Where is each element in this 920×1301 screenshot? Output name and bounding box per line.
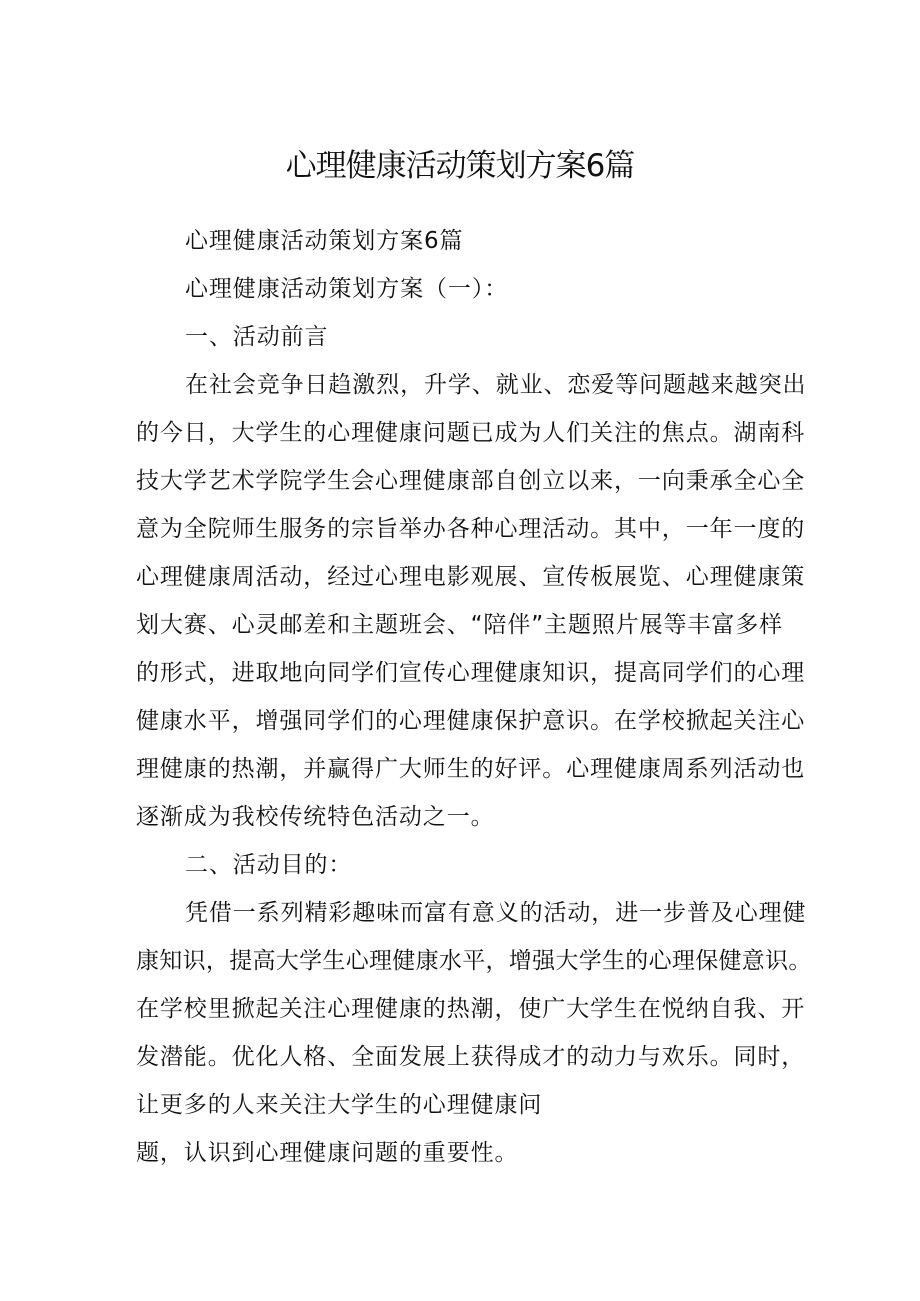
paragraph-line: 理健康的热潮，并赢得广大师生的好评。心理健康周系列活动也 xyxy=(136,756,806,782)
paragraph-line: 心理健康周活动，经过心理电影观展、宣传板展览、心理健康策 xyxy=(136,564,806,590)
subtitle-line: 心理健康活动策划方案6篇 xyxy=(185,228,464,254)
paragraph-line: 逐渐成为我校传统特色活动之一。 xyxy=(136,804,495,830)
section-heading: 二、活动目的： xyxy=(185,852,353,878)
paragraph-line: 健康水平，增强同学们的心理健康保护意识。在学校掀起关注心 xyxy=(136,708,806,734)
paragraph-line: 在学校里掀起关注心理健康的热潮，使广大学生在悦纳自我、开 xyxy=(136,996,806,1022)
document-title: 心理健康活动策划方案6篇 xyxy=(285,148,635,184)
paragraph-line: 题，认识到心理健康问题的重要性。 xyxy=(136,1140,519,1166)
paragraph-line: 让更多的人来关注大学生的心理健康问 xyxy=(136,1092,543,1118)
paragraph-line: 的今日，大学生的心理健康问题已成为人们关注的焦点。湖南科 xyxy=(136,420,806,446)
paragraph-line: 技大学艺术学院学生会心理健康部自创立以来，一向秉承全心全 xyxy=(136,468,806,494)
paragraph-line: 的形式，进取地向同学们宣传心理健康知识，提高同学们的心理 xyxy=(136,660,806,686)
section-heading: 一、活动前言 xyxy=(185,324,329,350)
paragraph-line: 康知识，提高大学生心理健康水平，增强大学生的心理保健意识。 xyxy=(136,948,812,974)
paragraph-line: 发潜能。优化人格、全面发展上获得成才的动力与欢乐。同时， xyxy=(136,1044,806,1070)
paragraph-line: 凭借一系列精彩趣味而富有意义的活动，进一步普及心理健 xyxy=(185,900,807,926)
section-heading: 心理健康活动策划方案（一）： xyxy=(185,276,509,302)
paragraph-line: 在社会竞争日趋激烈，升学、就业、恋爱等问题越来越突出 xyxy=(185,372,807,398)
paragraph-line: 意为全院师生服务的宗旨举办各种心理活动。其中，一年一度的 xyxy=(136,516,806,542)
paragraph-line: 划大赛、心灵邮差和主题班会、“陪伴”主题照片展等丰富多样 xyxy=(136,612,784,638)
